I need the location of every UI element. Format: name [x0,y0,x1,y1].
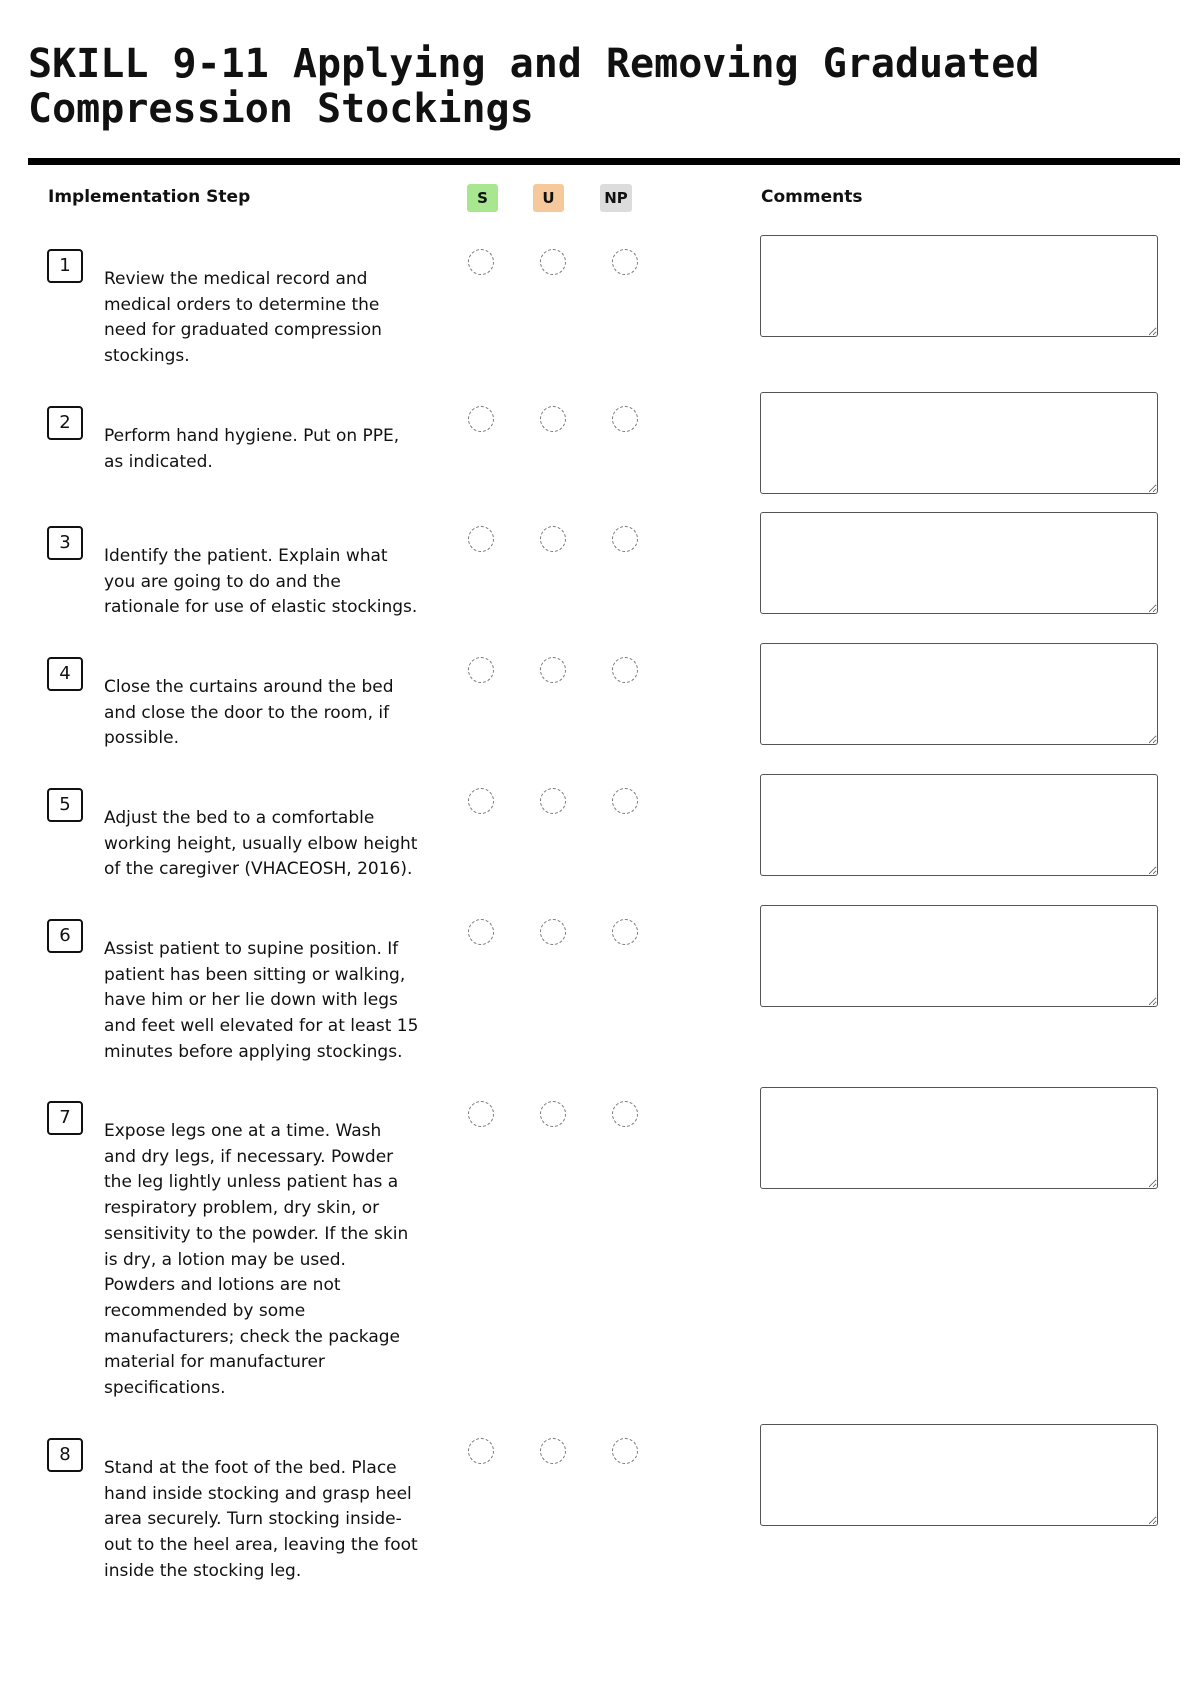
step-2-radio-s[interactable] [468,406,494,432]
step-7-radio-np[interactable] [612,1101,638,1127]
step-7-radio-s[interactable] [468,1101,494,1127]
step-4-radio-np[interactable] [612,657,638,683]
step-number: 7 [47,1101,83,1135]
step-8-radio-np[interactable] [612,1438,638,1464]
page-title: SKILL 9-11 Applying and Removing Graduated Compression Stockings [28,41,1040,132]
step-text: Expose legs one at a time. Wash and dry legs, if necessary. Powder the leg lightly unless patient has a respiratory problem, dry skin, or sensitivity to the powder. If the skin is dry, a lotion may be used. Powders and lotions are not recommended by some manufacturers; check the package material for manufacturer specifications. [104,1121,409,1399]
rating-header-u: U [533,184,564,212]
step-5-comment-field[interactable] [760,774,1158,876]
step-4-radio-s[interactable] [468,657,494,683]
step-1-comment-field[interactable] [760,235,1158,337]
step-8-radio-s[interactable] [468,1438,494,1464]
step-4-comment-field[interactable] [760,643,1158,745]
step-7-radio-u[interactable] [540,1101,566,1127]
step-5-radio-u[interactable] [540,788,566,814]
step-1-radio-u[interactable] [540,249,566,275]
step-8-comment-field[interactable] [760,1424,1158,1526]
step-5-radio-np[interactable] [612,788,638,814]
step-6-comment-field[interactable] [760,905,1158,1007]
step-8-radio-u[interactable] [540,1438,566,1464]
step-text: Perform hand hygiene. Put on PPE, as indicated. [104,426,400,472]
step-6-radio-s[interactable] [468,919,494,945]
step-1-radio-np[interactable] [612,249,638,275]
step-5-radio-s[interactable] [468,788,494,814]
step-text: Identify the patient. Explain what you are going to do and the rationale for use of elastic stockings. [104,546,418,618]
step-number: 8 [47,1438,83,1472]
step-6-radio-u[interactable] [540,919,566,945]
step-2-radio-u[interactable] [540,406,566,432]
rating-header-s: S [467,184,498,212]
rating-header-np: NP [600,184,632,212]
step-3-radio-u[interactable] [540,526,566,552]
step-number: 1 [47,249,83,283]
step-text: Assist patient to supine position. If patient has been sitting or walking, have him or her lie down with legs and feet well elevated for at least 15 minutes before applying stockings. [104,939,419,1062]
implementation-step-header: Implementation Step [48,187,251,207]
step-2-radio-np[interactable] [612,406,638,432]
step-text: Adjust the bed to a comfortable working height, usually elbow height of the caregiver (VHACEOSH, 2016). [104,808,418,880]
step-text: Stand at the foot of the bed. Place hand inside stocking and grasp heel area securely. Turn stocking inside- out to the heel area, leaving the foot inside the stocking leg. [104,1458,418,1581]
step-3-radio-s[interactable] [468,526,494,552]
step-1-radio-s[interactable] [468,249,494,275]
step-text: Review the medical record and medical orders to determine the need for graduated compression stockings. [104,269,382,367]
step-text: Close the curtains around the bed and close the door to the room, if possible. [104,677,394,749]
step-number: 2 [47,406,83,440]
step-number: 6 [47,919,83,953]
step-number: 4 [47,657,83,691]
step-2-comment-field[interactable] [760,392,1158,494]
step-4-radio-u[interactable] [540,657,566,683]
comments-header: Comments [761,187,863,207]
step-6-radio-np[interactable] [612,919,638,945]
step-3-comment-field[interactable] [760,512,1158,614]
step-3-radio-np[interactable] [612,526,638,552]
step-7-comment-field[interactable] [760,1087,1158,1189]
step-number: 3 [47,526,83,560]
title-divider [28,158,1180,165]
step-number: 5 [47,788,83,822]
